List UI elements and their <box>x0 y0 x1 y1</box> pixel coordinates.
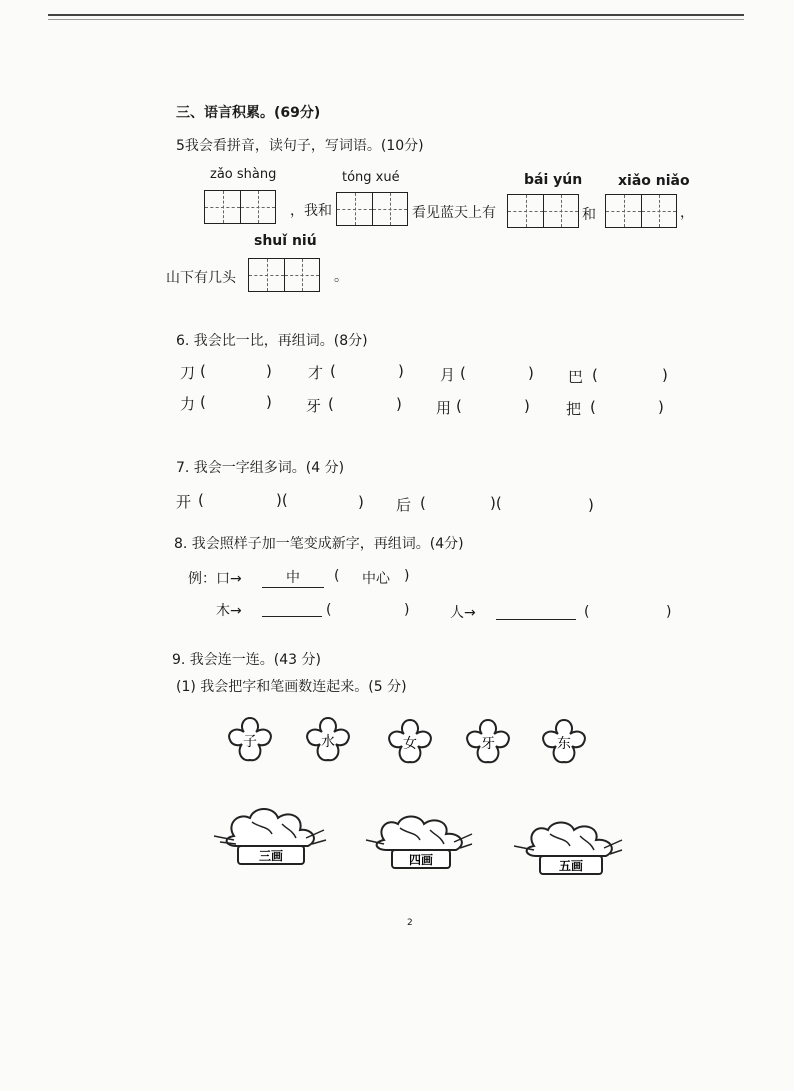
basket-label: 四画 <box>408 853 434 867</box>
q5-connector-1: ，我和 <box>290 203 332 219</box>
flower-zi[interactable] <box>224 714 276 770</box>
pinyin-shuiniu: shuǐ niú <box>254 233 317 249</box>
q6-char-li: 力 <box>180 395 196 413</box>
flower-char: 东 <box>557 736 571 752</box>
flower-shui[interactable] <box>302 714 354 770</box>
q6-char-baw: 把 <box>566 400 582 418</box>
q6-blank[interactable]: ( <box>200 393 206 411</box>
flower-dong[interactable] <box>538 716 590 772</box>
writing-grid-xiaoniao[interactable] <box>605 194 677 228</box>
q7-title: 7. 我会一字组多词。(4 分) <box>176 460 345 476</box>
writing-grid-baiyun[interactable] <box>507 194 579 228</box>
section-heading: 三、语言积累。(69分) <box>176 105 321 121</box>
q5-line2-suffix: 。 <box>334 269 348 285</box>
q8-title: 8. 我会照样子加一笔变成新字，再组词。(4分) <box>174 536 464 552</box>
q6-blank[interactable]: ( <box>330 362 336 380</box>
q6-blank[interactable]: ( <box>328 395 334 413</box>
basket-wu-hua[interactable] <box>512 812 624 884</box>
basket-label: 三画 <box>258 849 284 863</box>
flower-char: 女 <box>403 736 417 752</box>
flower-char: 子 <box>243 734 257 750</box>
q8-blank[interactable]: ( <box>326 602 332 618</box>
writing-grid-zaoshang[interactable] <box>204 190 276 224</box>
q6-char-yong: 用 <box>436 399 452 417</box>
writing-grid-tongxue[interactable] <box>336 192 408 226</box>
q5-title: 5我会看拼音，读句子，写词语。(10分) <box>176 138 424 154</box>
q6-blank[interactable]: ( <box>592 366 598 384</box>
q9-subtitle: (1) 我会把字和笔画数连起来。(5 分) <box>176 679 407 695</box>
header-rule <box>48 14 744 16</box>
q6-char-yue: 月 <box>440 366 456 384</box>
pinyin-xiaoniao: xiǎo niǎo <box>618 173 690 189</box>
pinyin-tongxue: tóng xué <box>342 170 400 185</box>
q7-blank[interactable]: ( <box>198 491 204 509</box>
q6-char-ba: 巴 <box>568 368 584 386</box>
flower-nv[interactable] <box>384 716 436 772</box>
q5-connector-2: 看见蓝天上有 <box>412 205 496 221</box>
q8-example-char: 中 <box>262 567 324 588</box>
q9-title: 9. 我会连一连。(43 分) <box>172 652 321 668</box>
flower-ya[interactable] <box>462 716 514 772</box>
q6-blank[interactable]: ( <box>460 364 466 382</box>
q6-blank[interactable]: ( <box>456 397 462 415</box>
q6-char-cai: 才 <box>308 364 324 382</box>
q6-char-dao: 刀 <box>180 364 196 382</box>
q8-item-mu: 木→ <box>216 603 242 619</box>
flower-char: 水 <box>321 734 335 750</box>
q8-answer-line[interactable] <box>262 600 322 617</box>
q6-title: 6. 我会比一比，再组词。(8分) <box>176 333 368 349</box>
writing-grid-shuiniu[interactable] <box>248 258 320 292</box>
q5-connector-4: ， <box>680 205 694 221</box>
pinyin-zaoshang: zǎo shàng <box>210 167 277 182</box>
q6-blank[interactable]: ( <box>200 362 206 380</box>
basket-si-hua[interactable] <box>364 806 474 878</box>
q8-blank[interactable]: ( <box>584 604 590 620</box>
q5-connector-3: 和 <box>582 207 596 223</box>
q8-answer-line[interactable] <box>496 603 576 620</box>
q8-example-label: 例：口→ <box>188 571 242 587</box>
q8-item-ren: 人→ <box>450 605 476 621</box>
q7-char-hou: 后 <box>396 496 412 514</box>
pinyin-baiyun: bái yún <box>524 172 583 188</box>
q7-char-kai: 开 <box>176 493 192 511</box>
flower-char: 牙 <box>481 736 495 752</box>
page-number: 2 <box>407 918 413 928</box>
q6-char-ya: 牙 <box>306 397 322 415</box>
q8-example-word: 中心 <box>362 571 390 587</box>
header-rule-thin <box>48 19 744 20</box>
q6-blank[interactable]: ( <box>590 398 596 416</box>
q7-blank[interactable]: ( <box>420 494 426 512</box>
basket-label: 五画 <box>558 859 584 873</box>
q5-line2-prefix: 山下有几头 <box>166 270 236 286</box>
basket-san-hua[interactable] <box>212 800 328 874</box>
